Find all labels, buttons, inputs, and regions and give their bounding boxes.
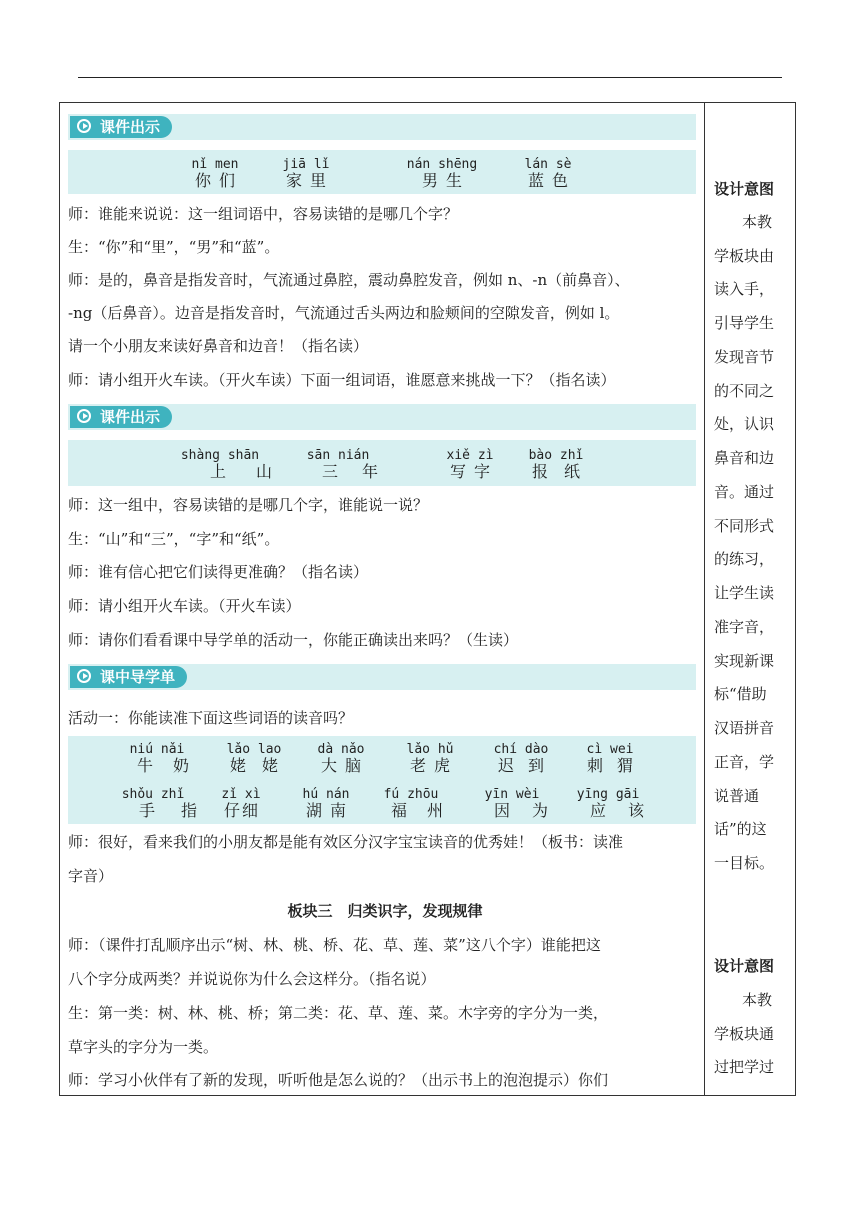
hanzi-text: 家里: [285, 171, 334, 190]
hanzi-text: 姥姥: [230, 756, 295, 775]
column-divider: [704, 102, 705, 1096]
pinyin-text: jiā lǐ: [282, 157, 330, 172]
pinyin-text: lǎo lao: [226, 742, 282, 757]
side-line: 让学生读: [714, 584, 775, 602]
dialog-line: 师：很好，看来我们的小朋友都是能有效区分汉字宝宝读音的优秀娃！（板书：读准: [68, 833, 624, 851]
pinyin-word: [214, 742, 294, 775]
pinyin-text: yīng gāi: [576, 787, 640, 802]
pinyin-text: nán shēng: [406, 157, 478, 172]
design-intent-1: [706, 179, 794, 199]
play-circle-icon: [77, 669, 91, 683]
section-heading: 板块三 归类识字，发现规律: [287, 902, 483, 920]
pinyin-text: nǐ men: [191, 157, 239, 172]
pinyin-text: hú nán: [302, 787, 350, 802]
pinyin-band-2: [68, 440, 696, 486]
dialog-line: 生：第一类：树、林、桃、桥；第二类：花、草、莲、菜。木字旁的字分为一类，: [68, 1004, 609, 1022]
pinyin-word: [201, 787, 281, 820]
banner-tag: [70, 116, 172, 138]
dialog-line: 师：请小组开火车读。（开火车读）: [68, 597, 301, 615]
hanzi-text: 应该: [590, 801, 667, 820]
side-line: 一目标。: [714, 854, 775, 872]
side-line: 处，认识: [714, 415, 775, 433]
design-intent-2: [706, 956, 794, 976]
dialog-line: 师：谁有信心把它们读得更准确？（指名读）: [68, 563, 369, 581]
pinyin-band-1: [68, 150, 696, 194]
pinyin-text: niú nǎi: [129, 742, 185, 757]
hanzi-text: 因为: [494, 801, 571, 820]
side-line: 鼻音和边: [714, 449, 775, 467]
hanzi-text: 男生: [421, 171, 470, 190]
pinyin-word: [402, 157, 482, 190]
side-line: 过把学过: [714, 1058, 775, 1076]
worksheet-banner: [68, 664, 696, 690]
pinyin-text: dà nǎo: [317, 742, 365, 757]
pinyin-text: shǒu zhǐ: [121, 787, 185, 802]
dialog-line: -ng（后鼻音）。边音是指发音时，气流通过舌头两边和脸颊间的空隙发音，例如 l。: [68, 304, 620, 322]
pinyin-word: [371, 787, 464, 820]
dialog-line: 师：（课件打乱顺序出示“树、林、桃、桥、花、草、莲、菜”这八个字）谁能把这: [68, 936, 601, 954]
hanzi-text: 老虎: [409, 756, 458, 775]
side-line: 学板块由: [714, 247, 775, 265]
pinyin-word: [481, 742, 561, 775]
hanzi-text: 写字: [449, 462, 498, 481]
pinyin-word: [568, 787, 667, 820]
hanzi-text: 蓝色: [527, 171, 576, 190]
dialog-line: 八个字分成两类？并说说你为什么会这样分。（指名说）: [68, 970, 436, 988]
pinyin-band-3: [68, 736, 696, 824]
pinyin-text: sān nián: [306, 448, 370, 463]
side-line: 引导学生: [714, 314, 775, 332]
pinyin-word: [180, 448, 303, 481]
hanzi-text: 上山: [210, 462, 303, 481]
banner-label: 课件出示: [100, 408, 161, 426]
pinyin-word: [117, 742, 210, 775]
pinyin-text: chí dào: [493, 742, 549, 757]
side-line: 本教: [742, 213, 773, 231]
dialog-line: 生：“山”和“三”，“字”和“纸”。: [68, 530, 280, 548]
pinyin-word: [390, 742, 470, 775]
dialog-line: 请一个小朋友来读好鼻音和边音！（指名读）: [68, 337, 369, 355]
pinyin-word: [298, 448, 403, 481]
hanzi-text: 报纸: [532, 462, 597, 481]
banner-tag: [70, 666, 187, 688]
dialog-line: 师：这一组中，容易读错的是哪几个字，谁能说一说？: [68, 496, 429, 514]
courseware-banner-2: [68, 404, 696, 430]
pinyin-word: [301, 742, 381, 775]
pinyin-text: cì wei: [586, 742, 634, 757]
play-circle-icon: [77, 119, 91, 133]
hanzi-text: 迟到: [497, 756, 558, 775]
hanzi-text: 仔细: [223, 801, 260, 820]
pinyin-word: [286, 787, 366, 820]
pinyin-text: shàng shān: [180, 448, 260, 463]
side-line: 汉语拼音: [714, 719, 775, 737]
side-line: 准字音，: [714, 618, 775, 636]
pinyin-text: zǐ xì: [221, 787, 261, 802]
hanzi-text: 湖南: [305, 801, 354, 820]
hanzi-text: 三年: [322, 462, 403, 481]
hanzi-text: 刺猬: [586, 756, 647, 775]
side-line: 的练习，: [714, 550, 775, 568]
dialog-line: 师：是的，鼻音是指发音时，气流通过鼻腔，震动鼻腔发音，例如 n、-n（前鼻音）、: [68, 271, 630, 289]
dialog-line: 师：学习小伙伴有了新的发现，听听他是怎么说的？（出示书上的泡泡提示）你们: [68, 1071, 609, 1089]
pinyin-word: [508, 157, 588, 190]
side-line: 说普通: [714, 787, 760, 805]
pinyin-word: [430, 448, 510, 481]
side-line: 本教: [742, 991, 773, 1009]
side-line: 不同形式: [714, 517, 775, 535]
side-line: 发现音节: [714, 348, 775, 366]
pinyin-word: [516, 448, 596, 481]
banner-label: 课件出示: [100, 118, 161, 136]
side-line: 正音，学: [714, 753, 775, 771]
side-line: 读入手，: [714, 280, 775, 298]
hanzi-text: 牛奶: [137, 756, 210, 775]
activity-prompt: 活动一：你能读准下面这些词语的读音吗？: [68, 709, 354, 727]
design-intent-title: 设计意图: [714, 180, 775, 198]
side-line: 实现新课: [714, 652, 775, 670]
dialog-line: 字音）: [68, 867, 114, 885]
hanzi-text: 大脑: [320, 756, 369, 775]
dialog-line: 生：“你”和“里”，“男”和“蓝”。: [68, 238, 280, 256]
side-line: 标“借助: [714, 685, 767, 703]
courseware-banner-1: [68, 114, 696, 140]
side-line: 的不同之: [714, 382, 775, 400]
banner-label: 课中导学单: [100, 668, 176, 686]
pinyin-word: [570, 742, 650, 775]
hanzi-text: 福州: [391, 801, 464, 820]
side-line: 话”的这: [714, 820, 767, 838]
pinyin-word: [175, 157, 255, 190]
dialog-line: 草字头的字分为一类。: [68, 1038, 219, 1056]
pinyin-text: lǎo hǔ: [406, 742, 454, 757]
pinyin-word: [266, 157, 346, 190]
design-intent-title: 设计意图: [714, 957, 775, 975]
pinyin-text: fú zhōu: [383, 787, 439, 802]
hanzi-text: 手指: [139, 801, 224, 820]
pinyin-word: [113, 787, 224, 820]
pinyin-text: lán sè: [524, 157, 572, 172]
side-line: 音。通过: [714, 483, 775, 501]
pinyin-text: xiě zì: [446, 448, 494, 463]
hanzi-text: 你们: [194, 171, 243, 190]
side-line: 学板块通: [714, 1025, 775, 1043]
dialog-line: 师：谁能来说说：这一组词语中，容易读错的是哪几个字？: [68, 205, 459, 223]
play-circle-icon: [77, 409, 91, 423]
dialog-line: 师：请小组开火车读。（开火车读）下面一组词语，谁愿意来挑战一下？（指名读）: [68, 371, 616, 389]
pinyin-word: [472, 787, 571, 820]
pinyin-text: yīn wèi: [484, 787, 540, 802]
banner-tag: [70, 406, 172, 428]
pinyin-text: bào zhǐ: [528, 448, 584, 463]
dialog-line: 师：请你们看看课中导学单的活动一，你能正确读出来吗？（生读）: [68, 631, 519, 649]
header-rule: [78, 77, 782, 78]
